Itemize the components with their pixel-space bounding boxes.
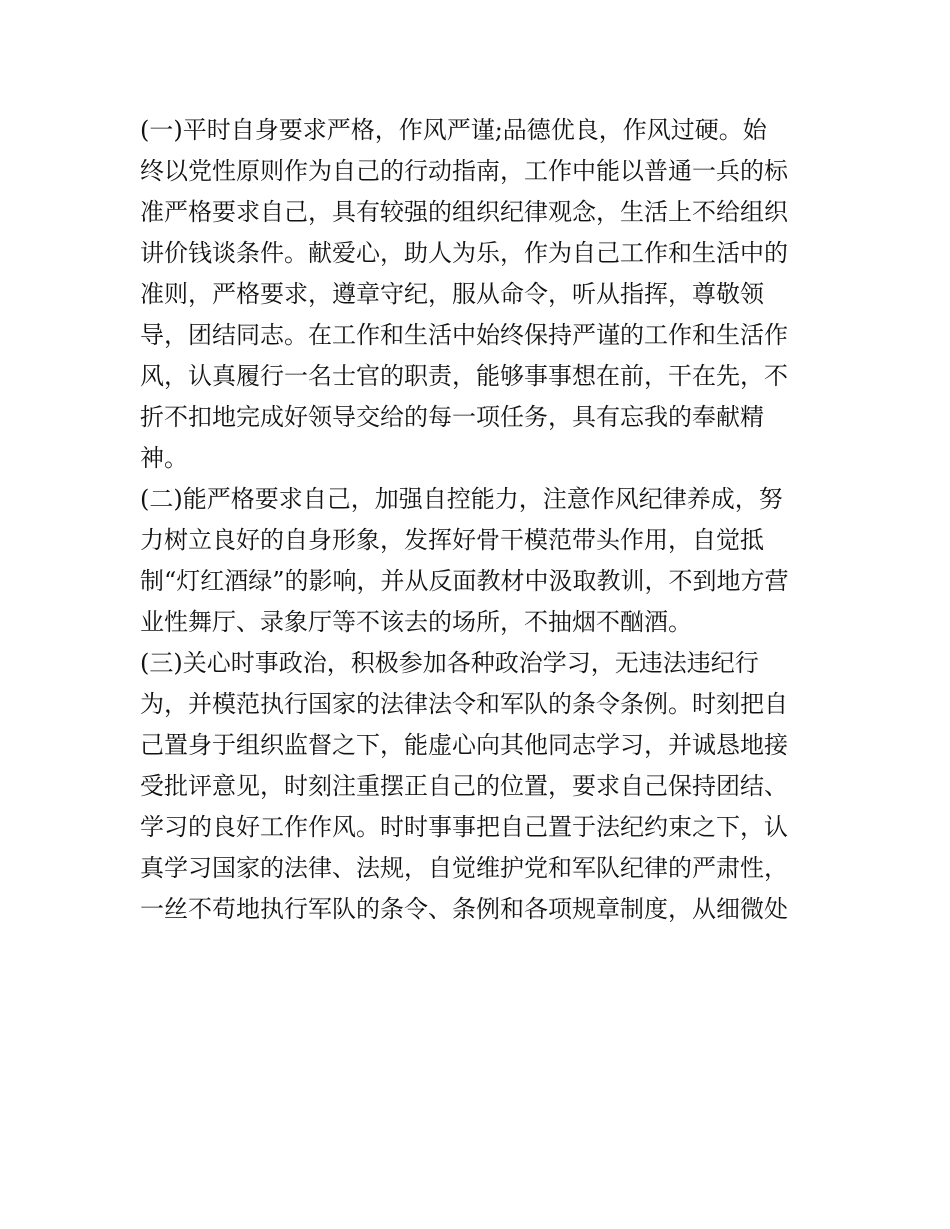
document-body: [140, 110, 820, 930]
text-line: (一)平时自身要求严格，作风严谨;品德优良，作风过硬。始: [140, 116, 767, 144]
text-line: 业性舞厅、录象厅等不该去的场所，不抽烟不酗酒。: [140, 608, 692, 636]
text-line: 神。: [140, 444, 188, 472]
text-line: (三)关心时事政治，积极参加各种政治学习，无违法违纪行: [140, 649, 759, 677]
text-line: 折不扣地完成好领导交给的每一项任务，具有忘我的奉献精: [140, 403, 764, 431]
text-line: 准严格要求自己，具有较强的组织纪律观念，生活上不给组织: [140, 198, 788, 226]
text-line: 真学习国家的法律、法规，自觉维护党和军队纪律的严肃性，: [140, 854, 788, 882]
text-line: 制“灯红酒绿”的影响，并从反面教材中汲取教训，不到地方营: [140, 567, 789, 595]
text-line: 为，并模范执行国家的法律法令和军队的条令条例。时刻把自: [140, 690, 788, 718]
text-line: 风，认真履行一名士官的职责，能够事事想在前，干在先，不: [140, 362, 788, 390]
text-line: 讲价钱谈条件。献爱心，助人为乐，作为自己工作和生活中的: [140, 239, 788, 267]
text-line: 受批评意见，时刻注重摆正自己的位置，要求自己保持团结、: [140, 772, 788, 800]
text-line: (二)能严格要求自己，加强自控能力，注意作风纪律养成，努: [140, 485, 783, 513]
text-line: 终以党性原则作为自己的行动指南，工作中能以普通一兵的标: [140, 157, 788, 185]
text-line: 导，团结同志。在工作和生活中始终保持严谨的工作和生活作: [140, 321, 788, 349]
text-line: 准则，严格要求，遵章守纪，服从命令，听从指挥，尊敬领: [140, 280, 764, 308]
text-line: 己置身于组织监督之下，能虚心向其他同志学习，并诚恳地接: [140, 731, 788, 759]
text-line: 学习的良好工作作风。时时事事把自己置于法纪约束之下，认: [140, 813, 788, 841]
text-line: 力树立良好的自身形象，发挥好骨干模范带头作用，自觉抵: [140, 526, 764, 554]
text-line: 一丝不苟地执行军队的条令、条例和各项规章制度，从细微处: [140, 895, 788, 923]
